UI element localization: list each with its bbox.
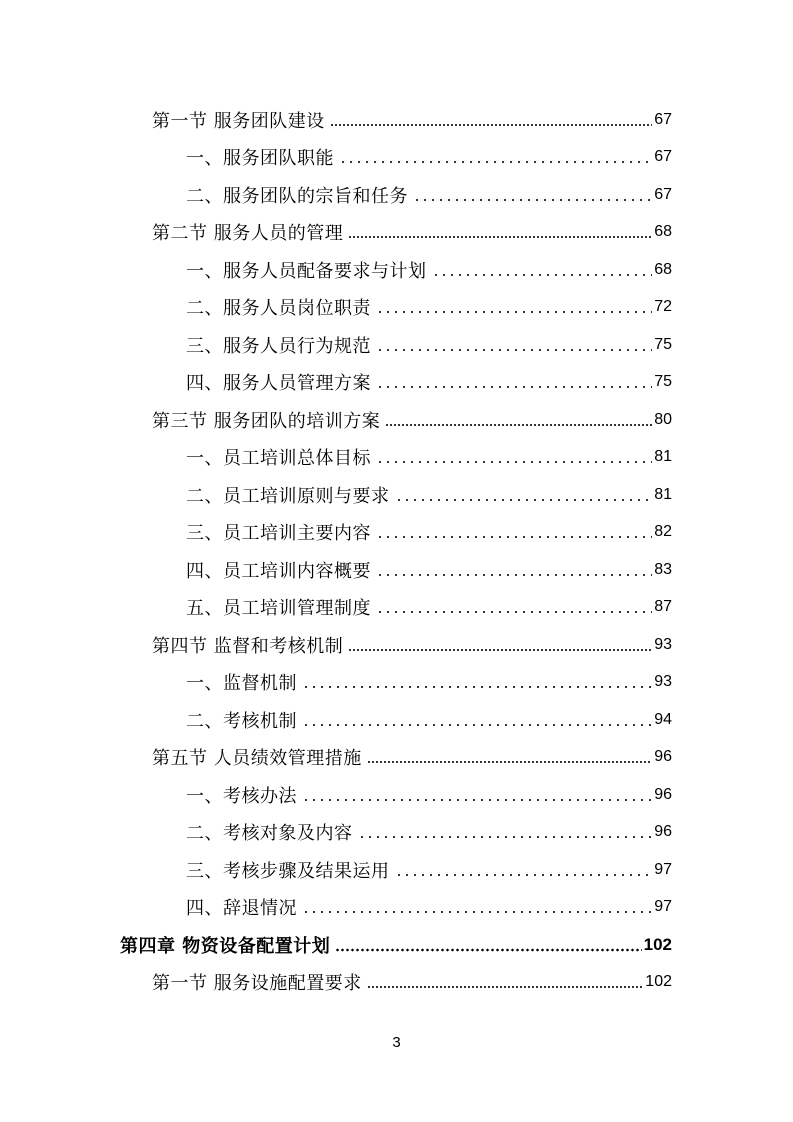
toc-entry-item[interactable] <box>0 514 793 552</box>
toc-entry-item[interactable] <box>0 289 793 327</box>
toc-entry-page-number: 97 <box>654 898 672 916</box>
dot-leader <box>302 786 652 804</box>
toc-entry-title: 第四节 监督和考核机制 <box>152 635 344 657</box>
toc-entry-page-number: 68 <box>654 260 672 278</box>
dot-leader <box>348 223 652 241</box>
toc-entry-item[interactable] <box>0 814 793 852</box>
dot-leader <box>376 561 652 579</box>
dot-leader <box>367 973 644 991</box>
toc-entry-title: 第一节 服务设施配置要求 <box>152 973 362 995</box>
toc-entry-page-number: 82 <box>654 523 672 541</box>
toc-entry-page-number: 72 <box>654 298 672 316</box>
toc-entry-page-number: 102 <box>643 934 672 954</box>
toc-entry-item[interactable] <box>0 439 793 477</box>
toc-entry-title: 五、员工培训管理制度 <box>186 598 371 620</box>
toc-entry-page-number: 81 <box>654 485 672 503</box>
toc-entry-item[interactable] <box>0 251 793 289</box>
page-number: 3 <box>392 1034 401 1051</box>
toc-entry-item[interactable] <box>0 701 793 739</box>
toc-entry-page-number: 75 <box>654 373 672 391</box>
toc-entry-title: 第三节 服务团队的培训方案 <box>152 410 381 432</box>
toc-entry-section[interactable] <box>0 739 793 777</box>
toc-entry-page-number: 75 <box>654 335 672 353</box>
toc-entry-chapter[interactable] <box>0 926 793 964</box>
dot-leader <box>330 111 652 129</box>
toc-entry-title: 一、监督机制 <box>186 673 297 695</box>
dot-leader <box>302 898 652 916</box>
toc-entry-page-number: 102 <box>645 973 672 991</box>
dot-leader <box>302 711 652 729</box>
dot-leader <box>339 148 652 166</box>
dot-leader <box>376 373 652 391</box>
toc-entry-page-number: 97 <box>654 860 672 878</box>
toc-entry-title: 二、服务团队的宗旨和任务 <box>186 185 408 207</box>
dot-leader <box>376 298 652 316</box>
toc-entry-page-number: 96 <box>654 785 672 803</box>
toc-entry-title: 第五节 人员绩效管理措施 <box>152 748 362 770</box>
dot-leader <box>376 523 652 541</box>
toc-entry-title: 第一节 服务团队建设 <box>152 110 325 132</box>
toc-entry-item[interactable] <box>0 326 793 364</box>
toc-entry-item[interactable] <box>0 851 793 889</box>
toc-entry-page-number: 67 <box>654 148 672 166</box>
table-of-contents <box>0 101 793 1001</box>
toc-entry-title: 四、辞退情况 <box>186 898 297 920</box>
dot-leader <box>413 186 652 204</box>
toc-entry-page-number: 83 <box>654 560 672 578</box>
toc-entry-page-number: 68 <box>654 223 672 241</box>
toc-entry-title: 三、考核步骤及结果运用 <box>186 860 390 882</box>
toc-entry-title: 三、服务人员行为规范 <box>186 335 371 357</box>
toc-entry-item[interactable] <box>0 139 793 177</box>
dot-leader <box>395 861 653 879</box>
toc-entry-page-number: 96 <box>654 823 672 841</box>
toc-entry-item[interactable] <box>0 589 793 627</box>
dot-leader <box>385 411 652 429</box>
dot-leader <box>395 486 653 504</box>
toc-entry-item[interactable] <box>0 551 793 589</box>
dot-leader <box>367 748 652 766</box>
toc-entry-title: 二、考核对象及内容 <box>186 823 353 845</box>
toc-entry-section[interactable] <box>0 214 793 252</box>
dot-leader <box>358 823 653 841</box>
toc-entry-title: 一、服务人员配备要求与计划 <box>186 260 427 282</box>
toc-entry-section[interactable] <box>0 626 793 664</box>
dot-leader <box>302 673 652 691</box>
toc-entry-item[interactable] <box>0 476 793 514</box>
toc-entry-section[interactable] <box>0 101 793 139</box>
toc-entry-page-number: 67 <box>654 185 672 203</box>
toc-entry-title: 三、员工培训主要内容 <box>186 523 371 545</box>
toc-entry-title: 第四章 物资设备配置计划 <box>120 935 331 957</box>
toc-entry-title: 一、服务团队职能 <box>186 148 334 170</box>
dot-leader <box>376 598 652 616</box>
dot-leader <box>376 448 652 466</box>
toc-entry-title: 四、服务人员管理方案 <box>186 373 371 395</box>
toc-entry-title: 四、员工培训内容概要 <box>186 560 371 582</box>
toc-entry-item[interactable] <box>0 176 793 214</box>
toc-entry-page-number: 96 <box>654 748 672 766</box>
toc-entry-item[interactable] <box>0 776 793 814</box>
toc-entry-page-number: 67 <box>654 110 672 128</box>
toc-entry-section[interactable] <box>0 964 793 1002</box>
toc-entry-page-number: 93 <box>654 635 672 653</box>
toc-entry-page-number: 87 <box>654 598 672 616</box>
dot-leader <box>335 936 641 954</box>
dot-leader <box>348 636 652 654</box>
toc-entry-title: 二、考核机制 <box>186 710 297 732</box>
toc-entry-title: 二、员工培训原则与要求 <box>186 485 390 507</box>
toc-entry-item[interactable] <box>0 664 793 702</box>
toc-entry-page-number: 81 <box>654 448 672 466</box>
toc-entry-page-number: 80 <box>654 410 672 428</box>
toc-entry-title: 一、考核办法 <box>186 785 297 807</box>
dot-leader <box>432 261 653 279</box>
toc-entry-section[interactable] <box>0 401 793 439</box>
toc-entry-page-number: 94 <box>654 710 672 728</box>
toc-entry-title: 第二节 服务人员的管理 <box>152 223 344 245</box>
toc-entry-item[interactable] <box>0 364 793 402</box>
toc-entry-page-number: 93 <box>654 673 672 691</box>
dot-leader <box>376 336 652 354</box>
toc-entry-title: 一、员工培训总体目标 <box>186 448 371 470</box>
toc-entry-item[interactable] <box>0 889 793 927</box>
toc-entry-title: 二、服务人员岗位职责 <box>186 298 371 320</box>
